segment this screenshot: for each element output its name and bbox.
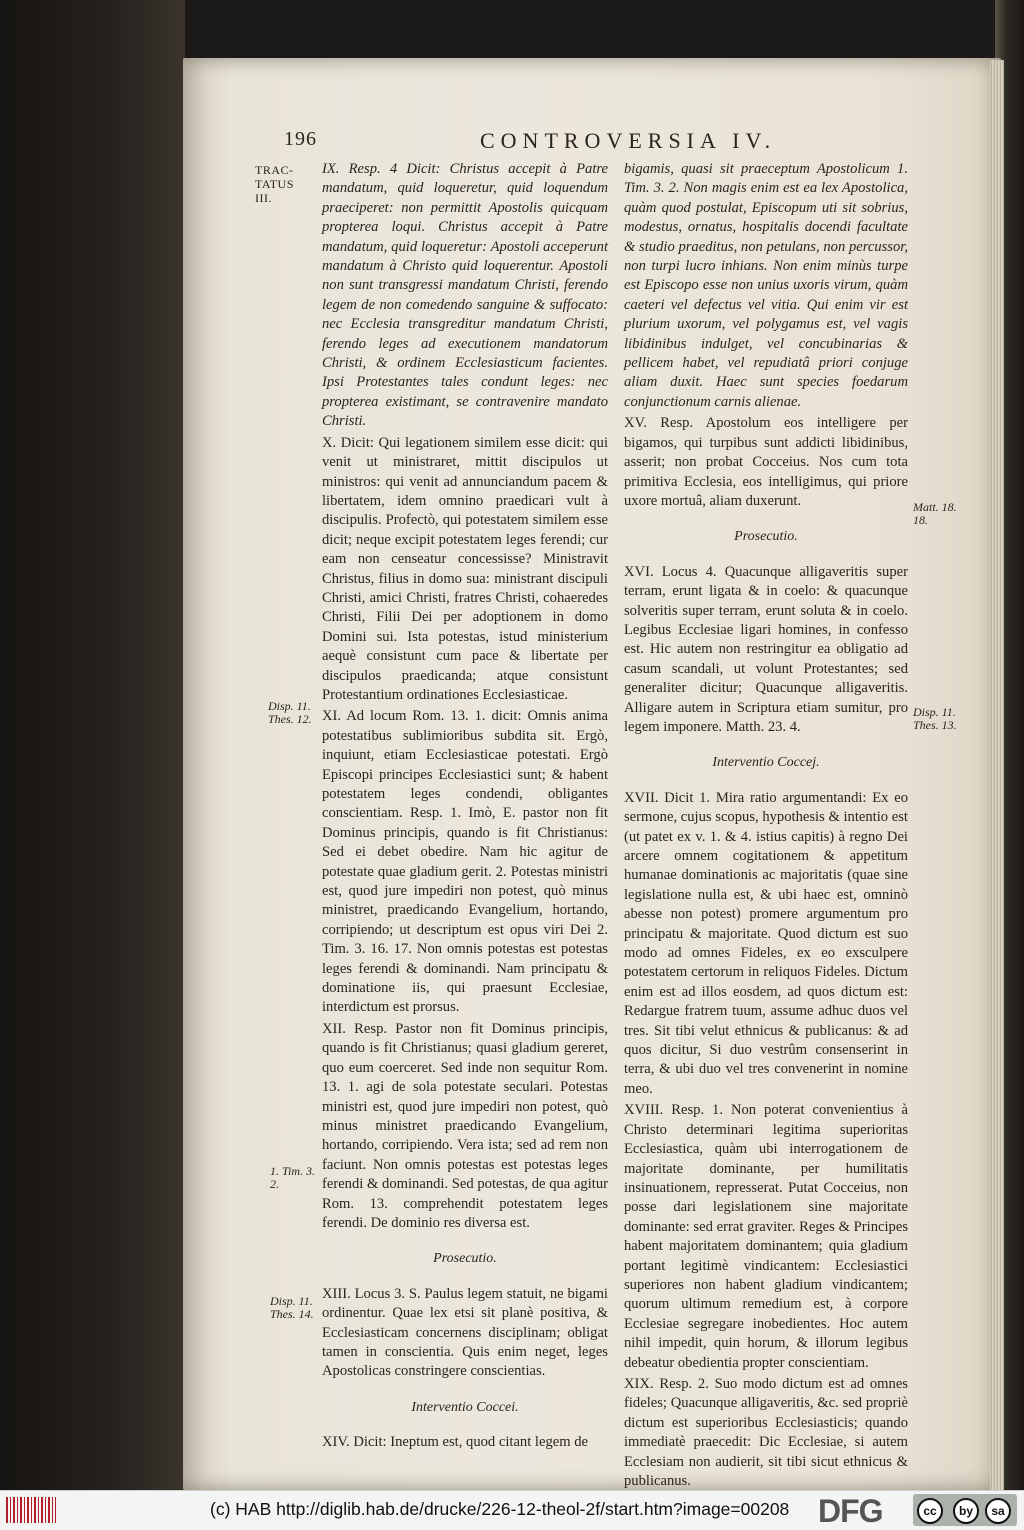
page-edge <box>990 60 1004 1490</box>
margin-note-disp11-thes14: Disp. 11. Thes. 14. <box>270 1294 314 1321</box>
paragraph-xvii: XVII. Dicit 1. Mira ratio argumentandi: Ex eo sermone, cujus scopus, hypothesis & intentio est (ut patet ex v. 1. & 4. istius capitis) à regno Dei arcere omnem cogitationem & appetitum humanae dominationis ac majoritatis (quae sine legislatione nulla est, & ubi haec est, omninò abesse non potest) promere argumentum pro principatu & majoritate. Quod dictum est suo modo ad omnes Fideles, ex eo exsculpere potestatem certorum in reliquos Fideles. Dictum enim est ad illos eosdem, ad quos dictum est: Redargue fratrem tuum, assume adhuc duos vel tres. Sit tibi velut ethnicus & publicanus: & ad quos dicitur, Si duo vestrûm consenserint in terra, & ubi duo vel tres convenerint in nomine meo. <box>624 789 908 1097</box>
paragraph-xviii: XVIII. Resp. 1. Non poterat convenientius à Christo determinari legitima superioritas Ecclesiastica, quàm ubi interrogationem de majoritate dominante, per humilitatis insinuationem, represserat. Putat Cocceius, non posse dari legislationem sine majoritate dominante: sed errat graviter. Reges & Principes habent majoritatem dominantem; quia gladium portant legitimè vindicantem: Ecclesiastici superiores non habent gladium vindicantem; quorum ultimum remedium est, à corpore Ecclesiae segregare inobedientes. Hoc autem nihil impedit, quin horum, & illorum legibus debeatur obedientia propter conscientiam. <box>624 1102 908 1371</box>
paragraph-xix: XIX. Resp. 2. Suo modo dictum est ad omnes fideles; Quacunque alligaveritis, &c. sed propriè dictum est superioribus Ecclesiasticis; quando immediatè praecedit: Dic Ecclesiae, si autem Ecclesiam non audierit, sit tibi sicut ethnicus & publicanus. <box>624 1375 908 1489</box>
page-number: 196 <box>284 128 317 150</box>
running-title: CONTROVERSIA IV. <box>480 128 777 153</box>
paragraph-xv: XV. Resp. Apostolum eos intelligere per bigamos, qui turpibus sunt addicti libidinibus, asserit; non probat Cocceius. Nos cum tota primitiva Ecclesia, eos intelligimus, qui priore uxore mortuâ, aliam duxerunt. <box>624 415 908 509</box>
cc-icon: cc <box>917 1498 943 1524</box>
scan-background-left <box>0 0 185 1490</box>
heading-prosecutio: Prosecutio. <box>433 1251 497 1267</box>
barcode-logo-icon <box>6 1497 56 1523</box>
margin-note-disp11-thes12: Disp. 11. Thes. 12. <box>268 699 312 726</box>
license-badge[interactable] <box>913 1494 1017 1526</box>
by-icon: by <box>953 1498 979 1524</box>
paragraph-xiv-continued: bigamis, quasi sit praeceptum Apostolicum 1. Tim. 3. 2. Non magis enim est ea lex Apostolica, quàm quod postulat, Episcopum uti sit sobrius, modestus, ornatus, hospitalis docendi facultate & studio praeditus, non petulans, non percussor, non turpi lucro inhians. Non enim minùs turpe est Episcopo esse non unius uxoris virum, quàm caeteri vel defectus vel vitia. Qui enim vir est plurium uxorum, vel polygamus est, vel vagis libidinibus indulget, vel concubinarias & pellicem habet, vel repudiatâ priori conjuge aliam duxit. Haec sunt species foedarum conjunctionum carnis alienae. <box>624 161 908 410</box>
paragraph-xi: XI. Ad locum Rom. 13. 1. dicit: Omnis anima potestatibus sublimioribus subdita sit. Ergò, inquiunt, etiam Ecclesiasticae potestati. Ergò Episcopi principes Ecclesiastici sunt; & habent potestatem leges condendi, obligantes conscientiam. Resp. 1. Imò, E. pastor non fit Dominus principis, quando is fit Christianus: Sed ei debet obedire. Nam hic agitur de potestate quae gladium gerit. 2. Potestas ministri est, quod jure impediri non potest, quò minus ministret, praedicando Evangelium, hortando, corripiendo; ut descriptum est opus viri Dei 2. Tim. 3. 16. 17. Non omnis potestas est potestas leges ferendi & dominandi. Nam principatu & dominatione iis, qui praesunt Ecclesiae, interdictum est prorsus. <box>322 708 608 1016</box>
heading-interventio-2: Interventio Coccej. <box>712 755 820 771</box>
paragraph-x: X. Dicit: Qui legationem similem esse dicit: qui venit ut ministraret, mittit discipulos ut ministros: qui venit ad annunciandum pacem & libertatem, idem omnino praedicari vult à discipulis. Profectò, qui potestatem similem esse dicit; neque excipit potestatem leges ferendi; cur eam non censeatur concessisse? Ministravit Christus, filius in domo sua: ministrant discipuli Christi, amici Christi, fratres Christi, cohaeredes Christi, Filii Dei per adoptionem in domo Domini sui. Ista potestas, istud ministerium aequè consistunt cum pace & libertate per discipulos praedicanda; atque consistunt Protestantium ordinationes Ecclesiasticae. <box>322 434 608 703</box>
paragraph-xii: XII. Resp. Pastor non fit Dominus principis, quando is fit Christianus; quasi gladium gereret, quo eum coerceret. Sed inde non sequitur Rom. 13. 1. agi de sola potestate seculari. Potestas ministri est, quod jure impediri non potest, quò minus ministret praedicando Evangelium, hortando, corripiendo. Vera ista; sed ad rem non faciunt. Non omnis potestas est potestas leges ferendi & dominandi. Sed potestas, de qua agitur Rom. 13. comprehendit potestatem leges ferendi. De dominio res diversa est. <box>322 1020 608 1231</box>
margin-note-disp11-thes13: Disp. 11. Thes. 13. <box>913 705 957 732</box>
footer-bar <box>0 1490 1024 1530</box>
paragraph-xiv: XIV. Dicit: Ineptum est, quod citant legem de <box>322 1434 589 1451</box>
heading-prosecutio-2: Prosecutio. <box>734 529 798 545</box>
dfg-logo: DFG <box>818 1493 883 1529</box>
source-link[interactable]: (c) HAB http://diglib.hab.de/drucke/226-12-theol-2f/start.htm?image=00208 <box>210 1499 790 1519</box>
text-column-left <box>322 160 608 1455</box>
margin-note-tim3: 1. Tim. 3. 2. <box>270 1164 316 1191</box>
paragraph-xvi: XVI. Locus 4. Quacunque alligaveritis super terram, erunt ligata & in coelo: & quacunque solveritis super terram, erunt soluta & in coelo. Legibus Ecclesiae ligari homines, in confesso est. Hic autem non restringitur ea obligatio ad casum scandali, ut volunt Protestantes; sed generaliter dicitur; Quacunque alligaveritis. Alligare autem in Scriptura etiam sumitur, pro legem imponere. Matth. 23. 4. <box>624 563 908 735</box>
paragraph-xiii: XIII. Locus 3. S. Paulus legem statuit, ne bigami ordinentur. Quae lex etsi sit planè positiva, & Ecclesiasticam concernens disciplinam; obligat tamen in conscientia. Quis enim neget, leges Apostolicas constringere conscientias. <box>322 1285 608 1380</box>
paragraph-ix: IX. Resp. 4 Dicit: Christus accepit à Patre mandatum, quid loqueretur, quid loquendum praeciperet: non permittit Apostolis quicquam propterea loqui. Christus accepit à Patre mandatum, quid loqueretur: Apostoli acceperunt mandatum à Christo quid loquerentur. Apostoli non sunt transgressi mandatum Christi, ferendo legem de non comedendo sanguine & suffocato: nec Ecclesia transgreditur mandatum Christi, ferendo leges ad executionem mandatorum Christi, & ordinem Ecclesiasticum facientes. Ipsi Protestantes tales condunt leges: nec propterea existimant, se contravenire mandato Christi. <box>322 161 608 430</box>
margin-note-matt18: Matt. 18. 18. <box>913 500 957 527</box>
running-head <box>0 128 1024 158</box>
text-column-right <box>624 160 908 1515</box>
heading-interventio: Interventio Coccei. <box>411 1399 519 1415</box>
margin-note-tractatus: TRAC- TATUS III. <box>255 163 294 205</box>
sa-icon: sa <box>985 1498 1011 1524</box>
